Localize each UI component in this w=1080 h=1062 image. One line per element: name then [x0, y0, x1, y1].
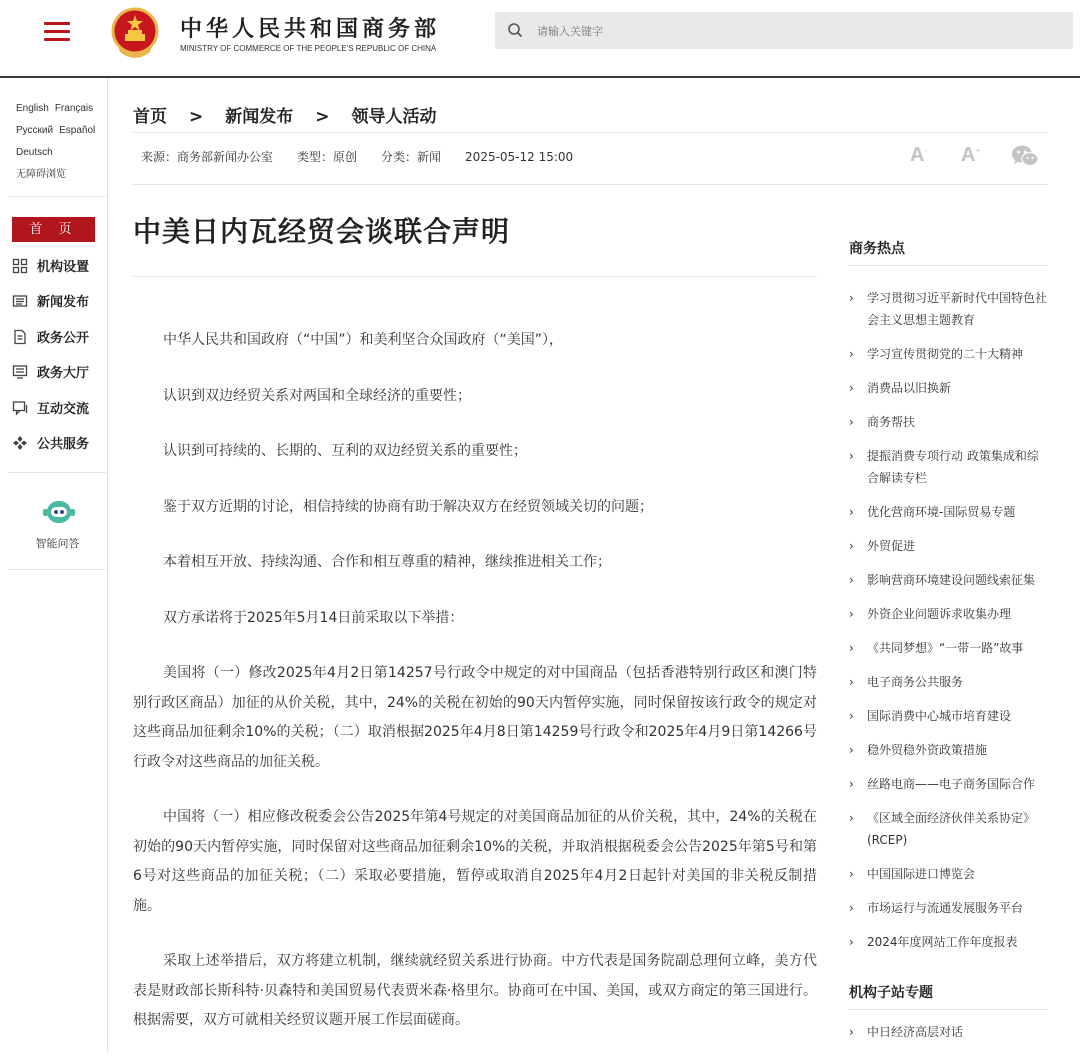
divider — [133, 276, 817, 277]
article-paragraph: 中国将（一）相应修改税委会公告2025年第4号规定的对美国商品加征的从价关税，其中，24%的关税在初始的90天内暂停实施，同时保留对这些商品加征剩余10%的关税，并取消根据税委会公告2025年第5号和第6号对这些商品的加征关税；（二）采取必要措施，暂停或取消自2025年4月2日起针对美国的非关税反制措施。 — [133, 809, 817, 914]
hot-topic-item[interactable] — [849, 569, 1049, 591]
chevron-right-icon: › — [849, 811, 854, 825]
chevron-right-icon: › — [849, 777, 854, 791]
hamburger-menu-icon[interactable] — [44, 20, 70, 42]
hot-topic-item[interactable] — [849, 897, 1049, 919]
meta-source: 来源：商务部新闻办公室 — [141, 150, 274, 164]
hot-topic-item[interactable] — [849, 603, 1049, 625]
sub-site-item[interactable] — [849, 1021, 1049, 1043]
font-increase-letter: A — [961, 144, 976, 166]
hot-topic-label: 《共同梦想》“一带一路”故事 — [867, 641, 1024, 655]
lang-spanish-link[interactable]: Español — [59, 125, 96, 136]
hot-topic-label: 电子商务公共服务 — [867, 675, 964, 689]
hot-topic-item[interactable] — [849, 287, 1049, 331]
lang-french-link[interactable]: Français — [54, 103, 94, 114]
hot-topic-item[interactable] — [849, 343, 1049, 365]
hot-topic-item[interactable] — [849, 807, 1049, 851]
font-decrease-letter: A — [910, 144, 925, 166]
hot-topic-label: 影响营商环境建设问题线索征集 — [867, 573, 1036, 587]
sub-site-list — [849, 1021, 1049, 1043]
nav-item-news[interactable] — [12, 290, 104, 312]
hot-topic-item[interactable] — [849, 863, 1049, 885]
breadcrumb-news-link[interactable]: 新闻发布 — [225, 107, 294, 127]
article-title: 中美日内瓦经贸会谈联合声明 — [133, 215, 511, 248]
chevron-right-icon: › — [849, 1025, 854, 1039]
hot-topic-label: 国际消费中心城市培育建设 — [867, 709, 1012, 723]
hot-topic-item[interactable] — [849, 501, 1049, 523]
chevron-right-icon: › — [849, 347, 854, 361]
breadcrumb-leaders-link[interactable]: 领导人活动 — [351, 107, 437, 127]
chevron-right-icon: › — [849, 505, 854, 519]
hot-topic-label: 中国国际进口博览会 — [867, 867, 976, 881]
hot-topic-item[interactable] — [849, 637, 1049, 659]
divider — [849, 1009, 1048, 1010]
nav-label: 政务大厅 — [37, 366, 90, 381]
national-emblem-icon[interactable] — [110, 6, 160, 60]
chevron-right-icon: › — [849, 291, 854, 305]
divider — [849, 265, 1048, 266]
font-increase-sign: + — [975, 145, 981, 156]
hot-topic-label: 优化营商环境-国际贸易专题 — [867, 505, 1016, 519]
meta-type: 类型：原创 — [297, 150, 358, 164]
divider — [8, 472, 106, 473]
article-paragraph: 采取上述举措后，双方将建立机制，继续就经贸关系进行协商。中方代表是国务院副总理何立峰，美方代表是财政部长斯科特·贝森特和美国贸易代表贾米森·格里尔。协商可在中国、美国，或双方商定的第三国进行。根据需要，双方可就相关经贸议题开展工作层面磋商。 — [133, 953, 817, 1028]
article-paragraph: 本着相互开放、持续沟通、合作和相互尊重的精神，继续推进相关工作； — [163, 554, 611, 570]
left-sidebar — [8, 78, 108, 1053]
meta-datetime: 2025-05-12 15:00 — [465, 150, 574, 164]
hot-topic-label: 丝路电商——电子商务国际合作 — [867, 777, 1036, 791]
nav-item-org[interactable] — [12, 255, 104, 277]
hot-topics-heading: 商务热点 — [849, 241, 905, 257]
chevron-right-icon: › — [849, 901, 854, 915]
article-body — [133, 326, 817, 1062]
hot-topic-item[interactable] — [849, 705, 1049, 727]
breadcrumb — [133, 102, 437, 127]
site-name-english: MINISTRY OF COMMERCE OF THE PEOPLE'S REPUBLIC OF CHINA — [180, 44, 437, 53]
hot-topic-item[interactable] — [849, 739, 1049, 761]
search-icon[interactable] — [507, 22, 523, 38]
hot-topic-label: 消费品以旧换新 — [867, 381, 952, 395]
divider — [8, 569, 106, 570]
nav-label: 新闻发布 — [37, 295, 90, 310]
sub-site-label: 中日经济高层对话 — [867, 1025, 964, 1039]
wechat-share-icon[interactable] — [1011, 144, 1039, 168]
hot-topic-label: 外资企业问题诉求收集办理 — [867, 607, 1012, 621]
chevron-right-icon: › — [849, 935, 854, 949]
hot-topic-label: 外贸促进 — [867, 539, 916, 553]
nav-label: 互动交流 — [37, 402, 90, 417]
breadcrumb-home-link[interactable]: 首页 — [133, 107, 167, 127]
chevron-right-icon: › — [849, 573, 854, 587]
article-paragraph: 美国将（一）修改2025年4月2日第14257号行政令中规定的对中国商品（包括香港特别行政区和澳门特别行政区商品）加征的从价关税，其中，24%的关税在初始的90天内暂停实施，同时保留按该行政令的规定对这些商品加征剩余10%的关税；（二）取消根据2025年4月8日第14259号行政令和2025年4月9日第14266号行政令对这些商品的加征关税。 — [133, 665, 817, 770]
chevron-right-icon: › — [849, 675, 854, 689]
sub-site-heading: 机构子站专题 — [849, 985, 933, 1001]
chevron-right-icon: › — [849, 449, 854, 463]
hot-topic-item[interactable] — [849, 377, 1049, 399]
nav-item-public-service[interactable] — [12, 432, 104, 454]
breadcrumb-separator: > — [189, 107, 204, 127]
nav-item-gov-info[interactable] — [12, 326, 104, 348]
chevron-right-icon: › — [849, 743, 854, 757]
lang-german-link[interactable]: Deutsch — [16, 147, 53, 158]
news-icon — [12, 293, 28, 309]
lang-russian-link[interactable]: Русский — [16, 125, 54, 136]
chevron-right-icon: › — [849, 607, 854, 621]
article-paragraph: 认识到可持续的、长期的、互利的双边经贸关系的重要性； — [163, 443, 527, 459]
divider — [8, 196, 106, 197]
site-header — [0, 0, 1080, 78]
hot-topic-label: 2024年度网站工作年度报表 — [867, 935, 1018, 949]
hot-topic-item[interactable] — [849, 411, 1049, 433]
org-grid-icon — [12, 258, 28, 274]
font-increase-button[interactable] — [961, 144, 981, 167]
chevron-right-icon: › — [849, 867, 854, 881]
accessibility-link[interactable]: 无障碍浏览 — [16, 169, 66, 180]
hot-topic-label: 稳外贸稳外资政策措施 — [867, 743, 988, 757]
nav-label: 公共服务 — [37, 437, 90, 452]
article-paragraph: 双方承诺将于2025年5月14日前采取以下举措： — [163, 609, 464, 626]
hot-topic-item[interactable] — [849, 773, 1049, 795]
hot-topic-label: 提振消费专项行动 政策集成和综合解读专栏 — [867, 449, 1039, 485]
nav-home-button[interactable]: 首 页 — [12, 217, 95, 242]
chevron-right-icon: › — [849, 709, 854, 723]
nav-label: 机构设置 — [37, 260, 90, 275]
hot-topic-label: 《区域全面经济伙伴关系协定》(RCEP) — [867, 811, 1036, 847]
article-paragraph: 中华人民共和国政府（“中国”）和美利坚合众国政府（“美国”）， — [163, 332, 564, 348]
hot-topic-item[interactable] — [849, 535, 1049, 557]
chat-icon — [12, 400, 28, 416]
hot-topic-item[interactable] — [849, 671, 1049, 693]
monitor-icon — [12, 364, 28, 380]
hot-topics-list — [849, 287, 1049, 965]
search-input[interactable] — [535, 20, 1059, 42]
font-decrease-button[interactable] — [910, 144, 927, 167]
site-name[interactable]: 中华人民共和国商务部 — [180, 17, 441, 42]
document-icon — [12, 329, 28, 345]
service-icon — [12, 435, 28, 451]
robot-assistant-icon[interactable] — [33, 498, 85, 526]
assistant-label[interactable]: 智能问答 — [35, 537, 80, 550]
divider — [133, 184, 1048, 185]
hot-topic-item[interactable] — [849, 445, 1049, 489]
article-paragraph: 认识到双边经贸关系对两国和全球经济的重要性； — [163, 387, 471, 404]
chevron-right-icon: › — [849, 641, 854, 655]
font-decrease-sign: - — [924, 145, 928, 156]
nav-label: 政务公开 — [37, 331, 90, 346]
search-box[interactable] — [495, 12, 1073, 49]
hot-topic-item[interactable] — [849, 931, 1049, 953]
meta-category: 分类：新闻 — [381, 150, 442, 164]
language-links — [16, 98, 101, 186]
article-meta — [141, 148, 597, 165]
chevron-right-icon: › — [849, 539, 854, 553]
hot-topic-label: 学习贯彻习近平新时代中国特色社会主义思想主题教育 — [867, 291, 1048, 327]
chevron-right-icon: › — [849, 381, 854, 395]
nav-item-gov-hall[interactable] — [12, 361, 104, 383]
lang-english-link[interactable]: English — [16, 103, 49, 114]
chevron-right-icon: › — [849, 415, 854, 429]
divider — [133, 132, 1048, 133]
breadcrumb-separator: > — [315, 107, 330, 127]
nav-item-interaction[interactable] — [12, 397, 104, 419]
hot-topic-label: 市场运行与流通发展服务平台 — [867, 901, 1024, 915]
hot-topic-label: 学习宣传贯彻党的二十大精神 — [867, 347, 1024, 361]
hot-topic-label: 商务帮扶 — [867, 415, 916, 429]
article-paragraph: 鉴于双方近期的讨论，相信持续的协商有助于解决双方在经贸领域关切的问题； — [163, 498, 653, 515]
